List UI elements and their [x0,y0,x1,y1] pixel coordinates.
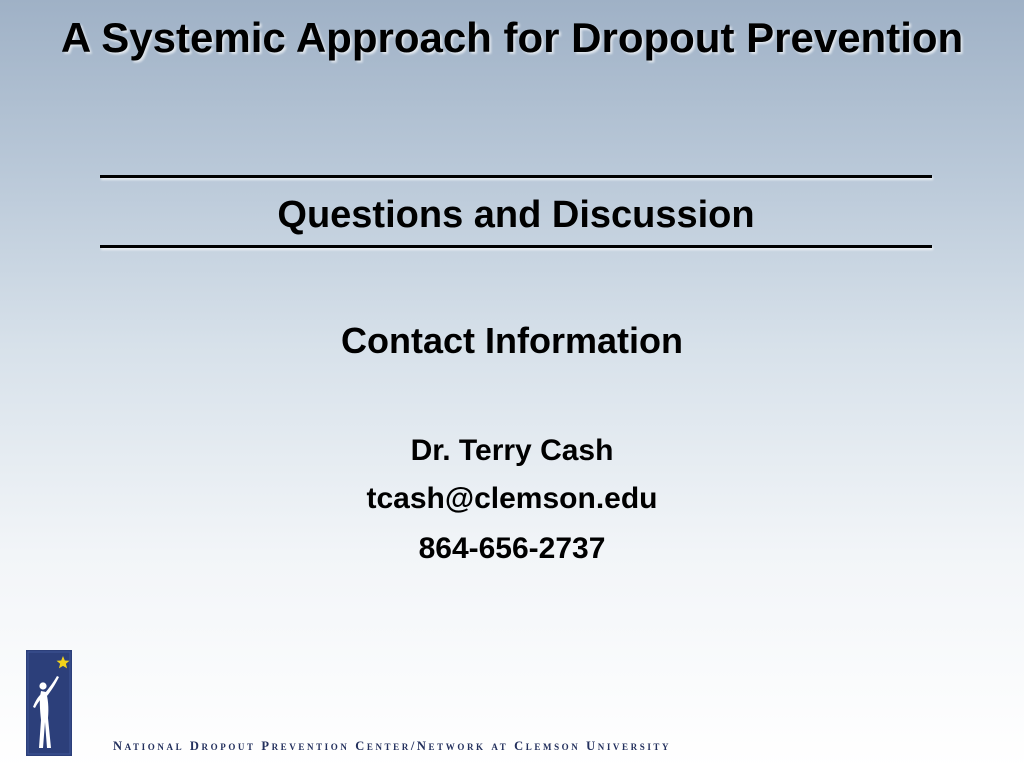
bottom-divider [100,245,932,248]
footer-organization: National Dropout Prevention Center/Network at Clemson University [113,739,672,753]
top-divider [100,175,932,178]
contact-name: Dr. Terry Cash [410,434,614,467]
contact-heading: Contact Information [341,320,683,361]
contact-email: tcash@clemson.edu [366,482,658,515]
slide-subtitle: Questions and Discussion [277,194,755,236]
dropout-prevention-logo-icon [26,650,72,756]
contact-phone: 864-656-2737 [418,532,606,565]
slide-title: A Systemic Approach for Dropout Prevention [60,14,964,61]
